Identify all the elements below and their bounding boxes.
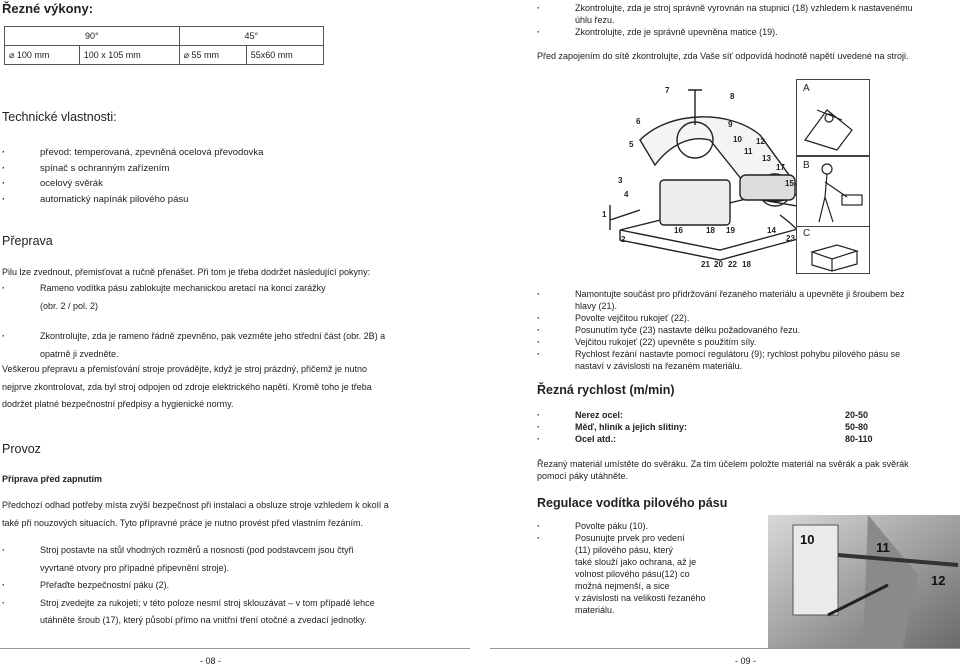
fig-number: 17 [776,163,785,172]
list-item [537,336,957,348]
list-item [537,348,957,372]
list-line: · Posunutím tyče (23) nastavte délku požadovaného řezu. [575,325,801,335]
list-line: v závislosti na velikosti řezaného [575,593,706,603]
list-item [537,324,957,336]
material-value: 20-50 [845,410,869,420]
list-line: možná nejmenší, a sice [575,581,670,591]
photo-label-10: 10 [800,532,815,547]
page-number-left: - 08 - [200,656,222,666]
cut-cell: ⌀ 100 mm [5,46,80,65]
safety-paragraph [2,361,462,414]
list-item [2,280,462,315]
photo-label-12: 12 [931,573,946,588]
list-item [537,520,747,532]
list-item [537,288,957,312]
list-item: · ocelový svěrák [2,176,402,192]
setup-list [537,288,957,372]
paragraph-line: nejprve zkontrolovat, zda byl stroj odpojen od zdroje elektrického napětí. Kromě toho je třeba [2,381,372,392]
list-item: · spínač s ochranným zařízením [2,161,402,177]
fig-number: 15 [785,179,794,188]
list-line: · Přeřaďte bezpečnostní páku (2). [40,580,170,590]
guide-title: Regulace vodítka pilového pásu [537,496,728,510]
fig-number: 20 [714,260,723,269]
list-line: · Zkontrolujte, zda je stroj správně vyrovnán na stupnici (18) vzhledem k nastavenému [575,3,913,13]
fig-number: 21 [701,260,710,269]
cut-header-45: 45° [179,27,323,46]
list-line: · Stroj postavte na stůl vhodných rozměrů a nosnosti (pod podstavcem jsou čtyři [40,545,354,555]
transport-intro: Pilu lze zvednout, přemisťovat a ručně přenášet. Při tom je třeba dodržet následující pokyny: [2,267,371,277]
list-line: · Zkontrolujte, zde je správně upevněna matice (19). [575,27,778,37]
material-value: 50-80 [845,422,869,432]
material-name: · Ocel atd.: [575,434,617,444]
fig-number: 22 [728,260,737,269]
transport-list [2,280,462,363]
paragraph-line: Řezaný materiál umístěte do svěráku. Za tím účelem položte materiál na svěrák a pak svěrák [537,459,909,469]
list-item: · převod: temperovaná, zpevněná ocelová převodovka [2,145,402,161]
list-line: · Rameno vodítka pásu zablokujte mechanickou aretací na konci zarážky [40,283,326,293]
fig-number: 18 [742,260,751,269]
cut-cell: ⌀ 55 mm [179,46,246,65]
fig-number: 8 [730,92,735,101]
tech-list [2,145,402,207]
material-name: · Měď, hliník a jejich slitiny: [575,422,687,432]
list-line: · Povolte páku (10). [575,521,649,531]
material-row [537,409,873,421]
material-name: · Nerez ocel: [575,410,624,420]
fig-number: 14 [767,226,776,235]
fig-number: 2 [621,235,626,244]
list-line: · Namontujte součást pro přidržování řezaného materiálu a upevněte ji šroubem bez [575,289,905,299]
prep-list [2,542,462,630]
fig-number: 4 [624,190,629,199]
fig-number: 5 [629,140,634,149]
footer-rule-right [490,648,960,649]
paragraph-line: také při nouzových situacích. Tyto přípravné práce je nutno provést před vlastním řezáním. [2,517,364,528]
cut-header-90: 90° [5,27,180,46]
fig-number: 18 [706,226,715,235]
fig-number: 7 [665,86,670,95]
cut-cell: 100 x 105 mm [79,46,179,65]
list-line: opatrně ji zvedněte. [40,348,119,359]
list-line: · Vejčitou rukojeť (22) upevněte s použitím síly. [575,337,757,347]
fig-number: 12 [756,137,765,146]
fig-number: 11 [744,147,753,156]
list-item [2,595,462,630]
cut-performance-title: Řezné výkony: [2,1,94,16]
photo-label-11: 11 [876,540,890,555]
list-line: (11) pilového pásu, který [575,545,673,555]
list-line: utáhněte šroub (17), který působí přímo na vnitřní tření otočné a zvedací jednotky. [40,615,367,625]
paragraph-line: dodržet platné bezpečnostní předpisy a hygienické normy. [2,399,234,409]
fig-number: 1 [602,210,607,219]
prep-paragraph [2,497,462,532]
list-line: materiálu. [575,605,615,615]
inset-label-b: B [803,160,810,171]
guide-list [537,520,747,616]
power-note: Před zapojením do sítě zkontrolujte, zda Vaše síť odpovídá hodnotě napětí uvedené na stroji. [537,51,909,61]
list-item [2,542,462,577]
prep-title: Příprava před zapnutím [2,474,103,484]
list-item [537,312,957,324]
fig-number: 6 [636,117,641,126]
material-row [537,421,873,433]
inset-label-c: C [803,228,811,239]
footer-rule-left [0,648,470,649]
tech-title: Technické vlastnosti: [2,110,117,124]
paragraph-line: Předchozí odhad potřeby místa zvýší bezpečnost při instalaci a obsluze stroje vzhledem k okolí a [2,500,389,510]
list-item [537,532,747,616]
fig-number: 3 [618,176,623,185]
clamp-paragraph [537,458,957,482]
list-item [537,26,957,38]
list-line: také slouží jako ochrana, až je [575,557,697,567]
inset-label-a: A [803,83,810,94]
list-line: · Rychlost řezání nastavte pomocí regulátoru (9); rychlost pohybu pilového pásu se [575,349,901,359]
top-list [537,2,957,38]
list-line: vyvrtané otvory pro případné připevnění stroje). [40,562,230,573]
list-item [2,328,462,363]
list-line: · Posunujte prvek pro vedení [575,533,685,543]
paragraph-line: pomocí páky utáhněte. [537,471,629,481]
list-line: (obr. 2 / pol. 2) [40,300,99,311]
list-line: hlavy (21). [575,301,618,311]
list-item [2,577,462,595]
fig-number: 16 [674,226,683,235]
fig-number: 13 [762,154,771,163]
list-line: úhlu řezu. [575,15,615,25]
list-line: · Stroj zvedejte za rukojeti; v této poloze nesmí stroj sklouzávat – v tom případě lehce [40,597,375,608]
material-row [537,433,873,445]
list-line: volnost pilového pásu(12) co [575,569,690,579]
fig-number: 9 [728,120,733,129]
material-value: 80-110 [845,434,873,444]
fig-number: 10 [733,135,742,144]
cut-performance-table [4,26,324,65]
list-line: · Zkontrolujte, zda je rameno řádně zpevněno, pak vezměte jeho střední část (obr. 2B) a [40,331,386,341]
page-number-right: - 09 - [735,656,757,666]
list-line: nastaví v závislosti na řezaném materiálu. [575,361,743,371]
cut-cell: 55x60 mm [246,46,323,65]
fig-number: 23 [786,234,795,243]
operation-title: Provoz [2,442,41,456]
list-line: · Povolte vejčitou rukojeť (22). [575,313,690,323]
speed-title: Řezná rychlost (m/min) [537,383,675,397]
transport-title: Přeprava [2,234,53,248]
paragraph-line: Veškerou přepravu a přemisťování stroje provádějte, když je stroj prázdný, přičemž je nutno [2,364,368,374]
list-item [537,2,957,26]
list-item: · automatický napínák pilového pásu [2,192,402,208]
fig-number: 19 [726,226,735,235]
materials-list [537,409,873,445]
